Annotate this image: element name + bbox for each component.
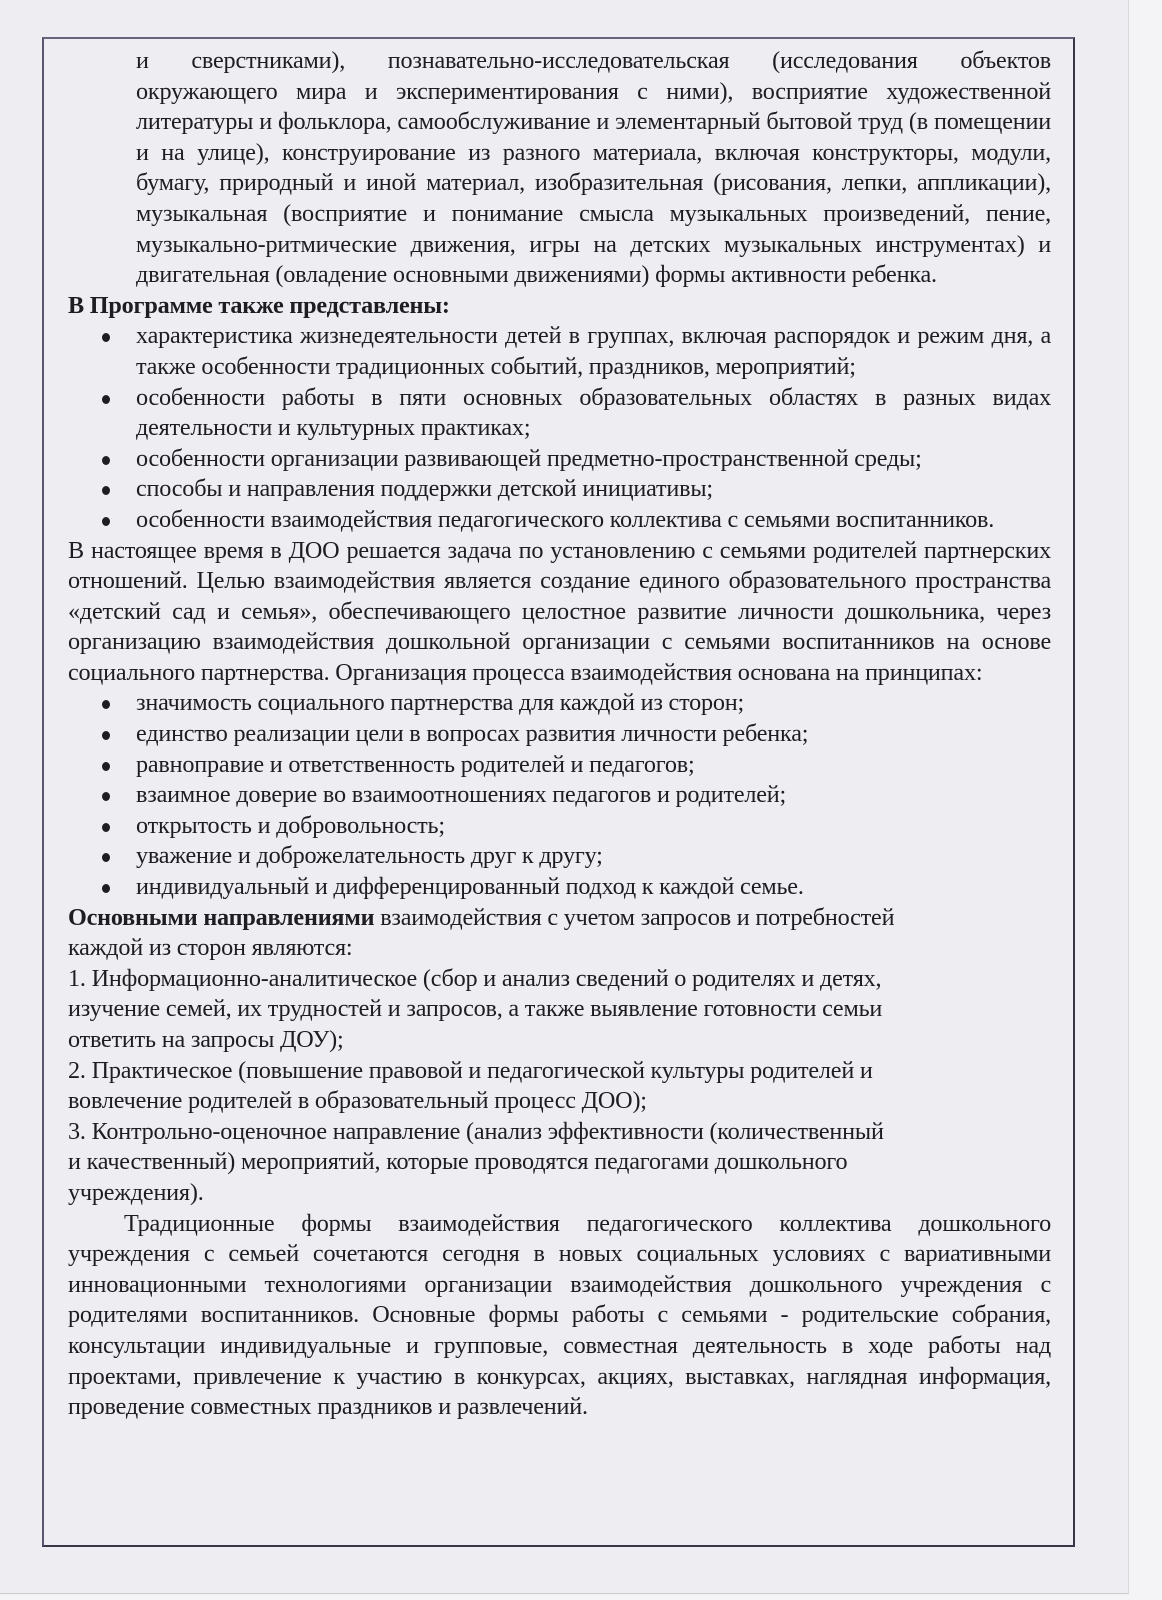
principle-item-text: открытость и добровольность; [136,811,445,839]
directions-intro-text: взаимодействия с учетом запросов и потребностей каждой из сторон являются: [68,903,895,962]
principle-item-text: единство реализации цели в вопросах развития личности ребенка; [136,720,809,748]
principle-item [68,872,1051,903]
program-list-item-text: характеристика жизнедеятельности детей в группах, включая распорядок и режим дня, а также особенности традиционных событий, праздников, мероприятий; [136,322,1051,380]
partnership-paragraph: В настоящее время в ДОО решается задача по установлению с семьями родителей партнерских отношений. Целью взаимодействия является создание единого образовательного пространства «детский сад и семья», обеспечивающего целостное развитие личности дошкольника, через организацию взаимодействия дошкольной организации с семьями воспитанников на основе социального партнерства. Организация процесса взаимодействия основана на принципах: [68,536,1051,686]
bullet-icon [102,395,110,404]
program-list-item-text: особенности организации развивающей предметно-пространственной среды; [136,444,922,472]
bullet-icon [102,792,110,801]
program-list-item [68,474,1051,505]
principle-item-text: значимость социального партнерства для каждой из сторон; [136,689,745,717]
principle-item-text: равноправие и ответственность родителей и педагогов; [136,750,695,778]
principle-item-text: взаимное доверие во взаимоотношениях педагогов и родителей; [136,781,787,809]
direction-item: 2. Практическое (повышение правовой и педагогической культуры родителей и вовлечение родителей в образовательный процесс ДОО); [68,1056,873,1115]
directions-bold-lead: Основными направлениями [68,903,375,931]
bullet-icon [102,333,110,342]
principle-item [68,688,1051,719]
bullet-icon [102,762,110,771]
directions-intro [68,903,1051,964]
direction-item: 1. Информационно-аналитическое (сбор и анализ сведений о родителях и детях, изучение семей, их трудностей и запросов, а также выявление готовности семьи ответить на запросы ДОУ); [68,964,883,1053]
principle-item-text: индивидуальный и дифференцированный подход к каждой семье. [136,873,804,901]
program-list-item [68,321,1051,382]
direction-item: 3. Контрольно-оценочное направление (анализ эффективности (количественный и качественный) мероприятий, которые проводятся педагогами дошкольного учреждения). [68,1117,884,1206]
principles-list [68,688,1051,902]
principle-item [68,719,1051,750]
bullet-icon [102,884,110,893]
program-list-item-text: особенности взаимодействия педагогического коллектива с семьями воспитанников. [136,505,995,533]
program-heading: В Программе также представлены: [68,291,450,319]
principle-item [68,750,1051,781]
program-list [68,321,1051,535]
bullet-icon [102,700,110,709]
principle-item [68,811,1051,842]
bullet-icon [102,486,110,495]
document-body [68,44,1051,1423]
principle-item [68,841,1051,872]
program-list-item [68,444,1051,475]
closing-paragraph: Традиционные формы взаимодействия педагогического коллектива дошкольного учреждения с семьей сочетаются сегодня в новых социальных условиях с вариативными инновационными технологиями организации взаимодействия дошкольного учреждения с родителями воспитанников. Основные формы работы с семьями - родительские собрания, консультации индивидуальные и групповые, совместная деятельность в ходе работы над проектами, привлечение к участию в конкурсах, акциях, выставках, наглядная информация, проведение совместных праздников и развлечений. [68,1209,1051,1421]
program-list-item [68,505,1051,536]
bullet-icon [102,853,110,862]
bullet-icon [102,456,110,465]
program-list-item-text: способы и направления поддержки детской инициативы; [136,475,713,503]
principle-item-text: уважение и доброжелательность друг к другу; [136,842,603,870]
program-list-item-text: особенности работы в пяти основных образовательных областях в разных видах деятельности и культурных практиках; [136,383,1051,442]
bullet-icon [102,517,110,526]
bullet-icon [102,823,110,832]
intro-paragraph: и сверстниками), познавательно-исследовательская (исследования объектов окружающего мира и экспериментирования с ними), восприятие художественной литературы и фольклора, самообслуживание и элементарный бытовой труд (в помещении и на улице), конструирование из разного материала, включая конструкторы, модули, бумагу, природный и иной материал, изобразительная (рисования, лепки, аппликации), музыкальная (восприятие и понимание смысла музыкальных произведений, пение, музыкально-ритмические движения, игры на детских музыкальных инструментах) и двигательная (овладение основными движениями) формы активности ребенка. [136,47,1051,289]
principle-item [68,780,1051,811]
bullet-icon [102,731,110,740]
program-list-item [68,383,1051,444]
